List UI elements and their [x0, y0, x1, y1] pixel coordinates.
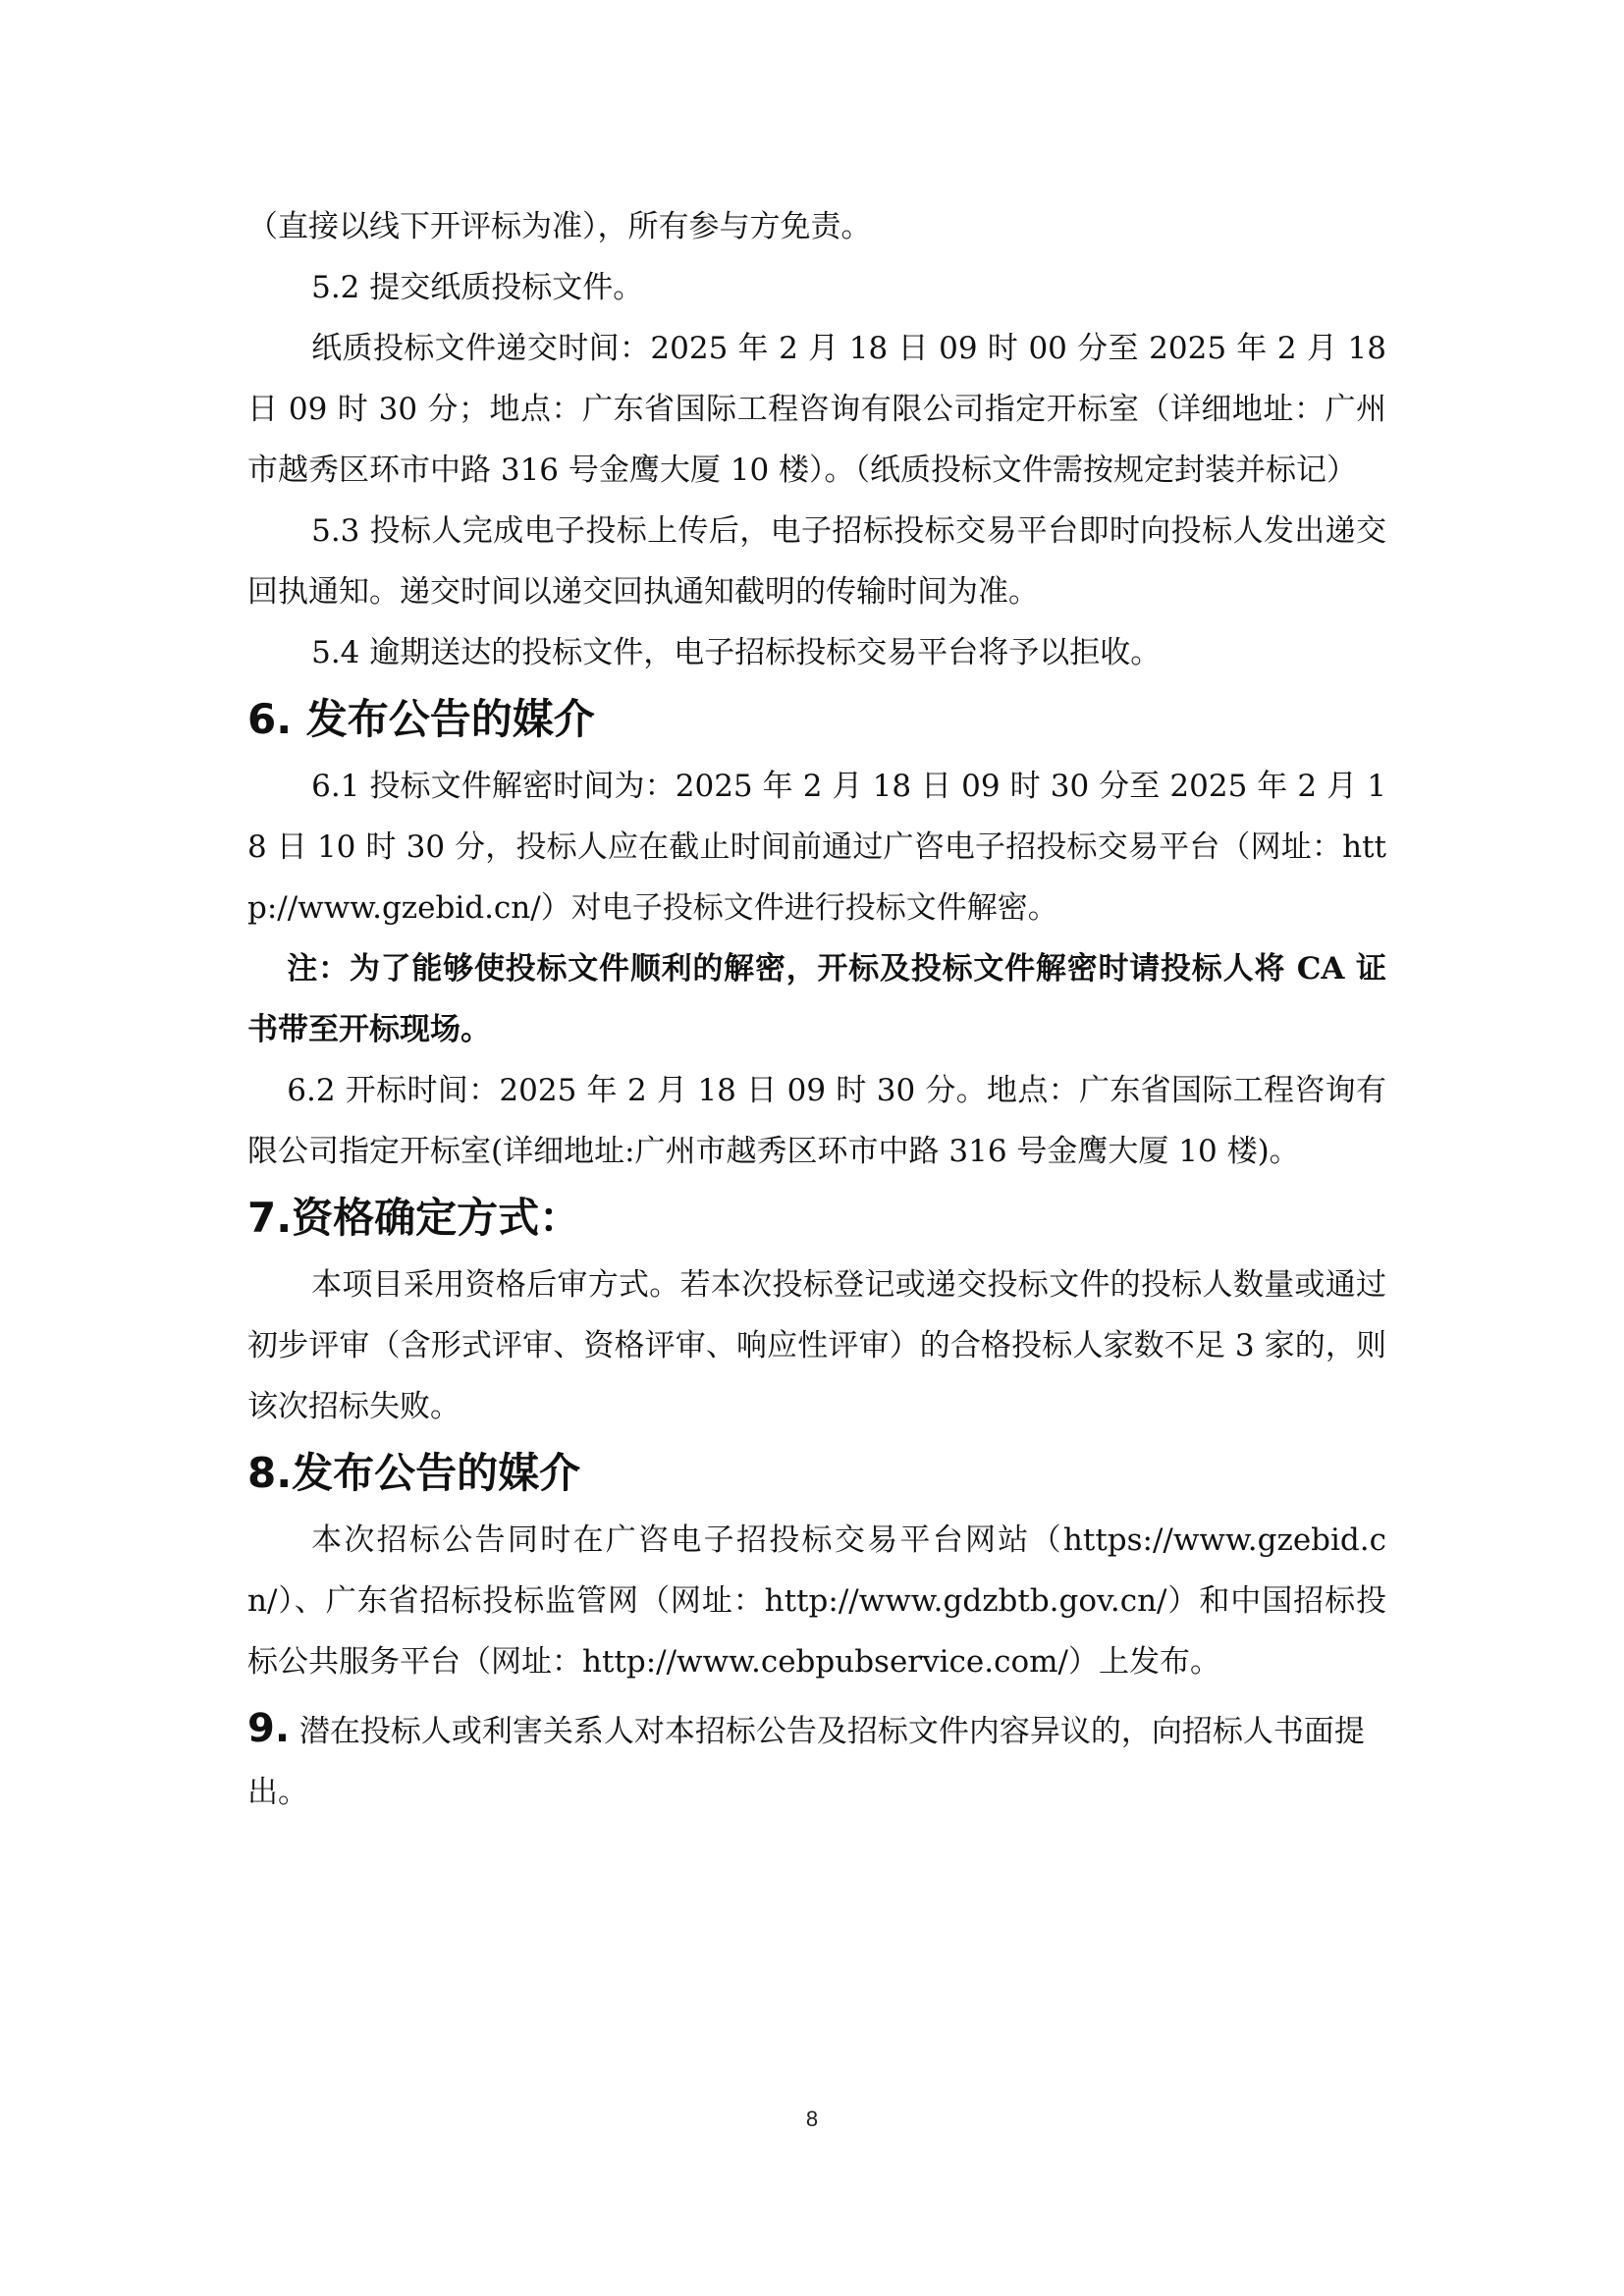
section-9-number: 9. — [247, 1706, 291, 1751]
paragraph-6-2: 6.2 开标时间：2025 年 2 月 18 日 09 时 30 分。地点：广东省国际工程咨询有限公司指定开标室(详细地址:广州市越秀区环市中路 316 号金鹰大厦 10 楼)。 — [247, 1073, 1386, 1169]
paragraph-section-9 — [247, 1698, 1386, 1823]
paragraph-offline-disclaimer: （直接以线下开评标为准），所有参与方免责。 — [247, 209, 872, 244]
section-9-text: 潜在投标人或利害关系人对本招标公告及招标文件内容异议的，向招标人书面提出。 — [247, 1714, 1365, 1810]
document-page — [247, 196, 1386, 1823]
paragraph-5-2: 5.2 提交纸质投标文件。 — [311, 270, 644, 305]
paragraph-6-1: 6.1 投标文件解密时间为：2025 年 2 月 18 日 09 时 30 分至 2025 年 2 月 18 日 10 时 30 分，投标人应在截止时间前通过广咨电子招投标交易平台（网址：http://www.gzebid.cn/）对电子投标文件进行投标文件解密。 — [247, 769, 1386, 926]
paragraph-5-3: 5.3 投标人完成电子投标上传后，电子招标投标交易平台即时向投标人发出递交回执通知。递交时间以递交回执通知截明的传输时间为准。 — [247, 513, 1386, 610]
paragraph-publication-media: 本次招标公告同时在广咨电子招投标交易平台网站（https://www.gzebid.cn/）、广东省招标投标监管网（网址：http://www.gdzbtb.gov.cn/）和中国招标投标公共服务平台（网址：http://www.cebpubservice.com/）上发布。 — [247, 1522, 1386, 1680]
page-number: 8 — [805, 2107, 819, 2131]
paragraph-5-4: 5.4 逾期送达的投标文件，电子招标投标交易平台将予以拒收。 — [311, 635, 1162, 670]
paragraph-ca-note: 注：为了能够使投标文件顺利的解密，开标及投标文件解密时请投标人将 CA 证书带至开标现场。 — [247, 951, 1386, 1047]
paragraph-paper-submission: 纸质投标文件递交时间：2025 年 2 月 18 日 09 时 00 分至 2025 年 2 月 18 日 09 时 30 分；地点：广东省国际工程咨询有限公司指定开标室（详细地址：广州市越秀区环市中路 316 号金鹰大厦 10 楼）。（纸质投标文件需按规定封装并标记） — [247, 331, 1386, 488]
heading-section-7: 7.资格确定方式： — [247, 1194, 581, 1242]
paragraph-qualification: 本项目采用资格后审方式。若本次投标登记或递交投标文件的投标人数量或通过初步评审（含形式评审、资格评审、响应性评审）的合格投标人家数不足 3 家的，则该次招标失败。 — [247, 1267, 1386, 1424]
heading-section-6: 6. 发布公告的媒介 — [247, 695, 595, 743]
heading-section-8: 8.发布公告的媒介 — [247, 1449, 581, 1497]
